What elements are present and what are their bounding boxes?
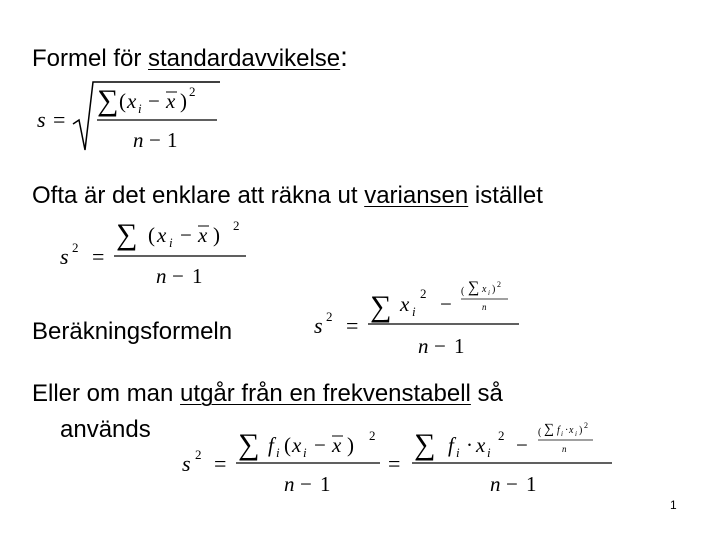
formula2-s: s bbox=[60, 244, 69, 269]
formula4-rparen: ) bbox=[347, 433, 354, 457]
line1-colon: : bbox=[340, 41, 348, 72]
variansen-link[interactable]: variansen bbox=[364, 182, 469, 209]
formula3-inner-sup: 2 bbox=[497, 280, 501, 289]
formula4-one2: 1 bbox=[526, 472, 537, 496]
formula4-x: x bbox=[292, 433, 302, 457]
formula1-x: x bbox=[127, 89, 137, 113]
formula1-xbar: x bbox=[166, 89, 176, 113]
formula-computational bbox=[312, 272, 532, 362]
line2-suffix: istället bbox=[468, 182, 543, 209]
formula2-sup2: 2 bbox=[233, 218, 240, 233]
formula3-sup2: 2 bbox=[420, 286, 427, 301]
formula4-minus3: − bbox=[516, 433, 528, 457]
formula3-x: x bbox=[400, 292, 410, 316]
formula4-inner-sup: 2 bbox=[584, 421, 588, 430]
formula4-inner-n: n bbox=[562, 444, 567, 454]
formula4-xi2: i bbox=[487, 445, 491, 460]
line4-prefix: Eller om man bbox=[32, 380, 181, 407]
formula3-minus2: − bbox=[434, 334, 446, 358]
formula3-sup: 2 bbox=[326, 309, 333, 324]
computational-formula-label: Beräkningsformeln bbox=[32, 318, 233, 345]
formula1-sigma: ∑ bbox=[97, 84, 119, 117]
formula4-sup3: 2 bbox=[498, 428, 505, 443]
formula4-inner-xi: i bbox=[575, 430, 577, 438]
formula2-one: 1 bbox=[192, 264, 203, 288]
formula3-sigma: ∑ bbox=[370, 290, 392, 323]
formula3-eq: = bbox=[346, 313, 359, 338]
formula-standard-deviation bbox=[35, 78, 235, 158]
formula3-n: n bbox=[418, 334, 429, 358]
formula4-x2: x bbox=[476, 433, 486, 457]
formula4-sup: 2 bbox=[195, 447, 202, 462]
formula4-eq2: = bbox=[388, 451, 401, 476]
formula1-s: s bbox=[37, 107, 46, 132]
anvands-label: används bbox=[60, 416, 151, 443]
formula4-f2: f bbox=[448, 433, 454, 457]
standardavvikelse-link[interactable]: standardavvikelse bbox=[148, 45, 341, 72]
formula4-xbar: x bbox=[332, 433, 342, 457]
formula2-sigma: ∑ bbox=[116, 218, 138, 251]
formula2-n: n bbox=[156, 264, 167, 288]
formula4-lparen: ( bbox=[284, 433, 291, 457]
formula1-eq: = bbox=[53, 107, 66, 132]
formula3-inner-rparen: ) bbox=[492, 284, 496, 295]
formula4-inner-sigma: ∑ bbox=[544, 422, 554, 437]
frekvenstabell-link[interactable]: utgår från en frekvenstabell bbox=[180, 380, 471, 407]
formula1-n: n bbox=[133, 128, 144, 152]
page-number: 1 bbox=[670, 498, 677, 512]
formula3-minus: − bbox=[440, 292, 452, 316]
formula4-minus: − bbox=[314, 433, 326, 457]
formula4-sigma2: ∑ bbox=[414, 428, 436, 461]
line1-prefix: Formel för bbox=[32, 45, 149, 72]
formula4-fi2: i bbox=[456, 445, 460, 460]
frequency-table-note bbox=[32, 380, 503, 408]
formula4-n2: n bbox=[490, 472, 501, 496]
formula2-rparen: ) bbox=[213, 223, 220, 247]
formula3-i: i bbox=[412, 304, 416, 319]
formula2-i: i bbox=[169, 235, 173, 250]
formula4-inner-f: f bbox=[557, 425, 560, 436]
formula3-inner-sigma: ∑ bbox=[468, 279, 480, 296]
formula4-cdot: · bbox=[466, 433, 473, 457]
formula4-one: 1 bbox=[320, 472, 331, 496]
formula3-inner-lparen: ( bbox=[461, 286, 465, 297]
formula3-one: 1 bbox=[454, 334, 465, 358]
formula1-one: 1 bbox=[167, 128, 178, 152]
formula4-s: s bbox=[182, 451, 191, 476]
formula4-inner-x: x bbox=[569, 425, 574, 436]
formula3-s: s bbox=[314, 313, 323, 338]
formula1-minus: − bbox=[148, 89, 160, 113]
formula2-sup: 2 bbox=[72, 240, 79, 255]
formula2-minus2: − bbox=[172, 264, 184, 288]
formula2-lparen: ( bbox=[148, 223, 155, 247]
heading-standard-deviation bbox=[32, 43, 348, 73]
formula2-x: x bbox=[157, 223, 167, 247]
formula4-sigma: ∑ bbox=[238, 428, 260, 461]
formula1-rparen: ) bbox=[180, 89, 187, 113]
line4-suffix: så bbox=[470, 380, 503, 407]
formula4-minus4: − bbox=[506, 472, 518, 496]
line2-prefix: Ofta är det enklare att räkna ut bbox=[32, 182, 365, 209]
formula4-fi: i bbox=[276, 445, 280, 460]
formula4-inner-rparen: ) bbox=[579, 425, 583, 436]
formula2-xbar: x bbox=[198, 223, 208, 247]
formula2-minus: − bbox=[180, 223, 192, 247]
formula4-sup2: 2 bbox=[369, 428, 376, 443]
formula1-sqrt bbox=[73, 82, 220, 150]
formula3-inner-i: i bbox=[488, 289, 490, 297]
formula1-sup: 2 bbox=[189, 84, 196, 99]
formula4-minus2: − bbox=[300, 472, 312, 496]
formula4-n: n bbox=[284, 472, 295, 496]
formula-variance bbox=[58, 212, 258, 287]
formula-frequency bbox=[180, 416, 620, 506]
formula1-minus2: − bbox=[149, 128, 161, 152]
formula4-inner-cdot: · bbox=[565, 425, 569, 436]
formula4-xi: i bbox=[303, 445, 307, 460]
formula1-i: i bbox=[138, 101, 142, 116]
formula4-f: f bbox=[268, 433, 274, 457]
formula3-inner-n: n bbox=[482, 302, 487, 312]
formula3-inner-x: x bbox=[482, 284, 487, 295]
formula1-lparen: ( bbox=[119, 89, 126, 113]
formula2-eq: = bbox=[92, 244, 105, 269]
formula4-eq: = bbox=[214, 451, 227, 476]
formula4-inner-fi: i bbox=[561, 430, 563, 438]
variance-note bbox=[32, 182, 543, 210]
formula4-inner-lparen: ( bbox=[538, 427, 542, 438]
